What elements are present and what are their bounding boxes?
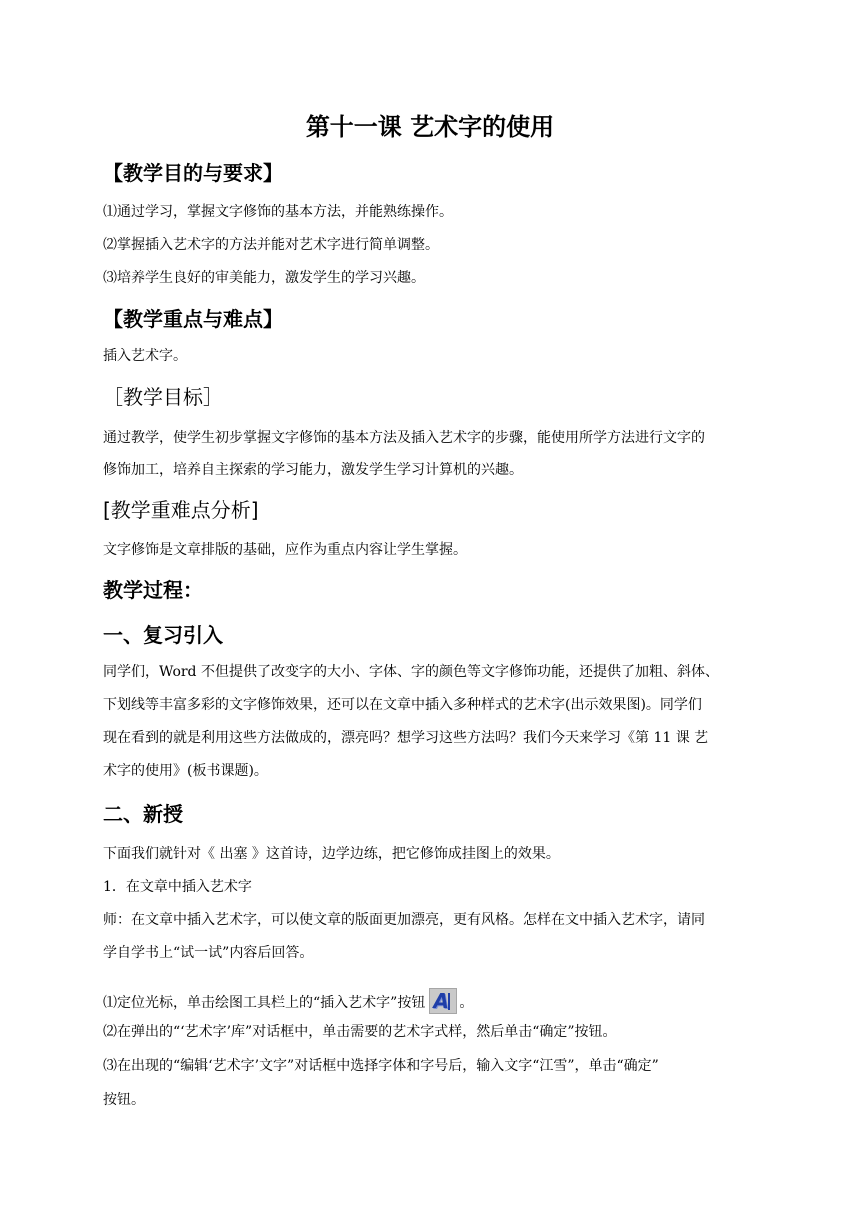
- wordart-insert-icon: A: [429, 988, 457, 1014]
- goal-item-2: ⑵掌握插入艺术字的方法并能对艺术字进行简单调整。: [103, 237, 439, 253]
- step1-title: 1．在文章中插入艺术字: [103, 879, 252, 895]
- goal-item-1: ⑴通过学习，掌握文字修饰的基本方法，并能熟练操作。: [103, 204, 453, 220]
- step-b: ⑵在弹出的“‘艺术字’库”对话框中，单击需要的艺术字式样，然后单击“确定”按钮。: [103, 1024, 617, 1040]
- step-a: [103, 988, 763, 1014]
- review-line-4: 术字的使用》(板书课题)。: [103, 763, 268, 779]
- key-points-heading: 【教学重点与难点】: [103, 307, 283, 331]
- goals-heading: 【教学目的与要求】: [103, 161, 283, 185]
- process-heading: 教学过程：: [103, 578, 203, 602]
- review-line-3: 现在看到的就是利用这些方法做成的，漂亮吗？想学习这些方法吗？我们今天来学习《第 11 课 艺: [103, 730, 709, 746]
- step-c-line-2: 按钮。: [103, 1092, 145, 1108]
- new-heading: 二、新授: [103, 802, 183, 826]
- review-line-2: 下划线等丰富多彩的文字修饰效果，还可以在文章中插入多种样式的艺术字(出示效果图)。同学们: [103, 697, 702, 713]
- key-points-text: 插入艺术字。: [103, 348, 187, 364]
- review-line-1: 同学们，Word 不但提供了改变字的大小、字体、字的颜色等文字修饰功能，还提供了加粗、斜体、: [103, 664, 719, 680]
- teacher-line-1: 师：在文章中插入艺术字，可以使文章的版面更加漂亮，更有风格。怎样在文中插入艺术字，请同: [103, 912, 705, 928]
- objective-line-1: 通过教学，使学生初步掌握文字修饰的基本方法及插入艺术字的步骤，能使用所学方法进行文字的: [103, 430, 705, 446]
- step-a-end: 。: [459, 995, 474, 1011]
- objective-heading: ［教学目标］: [103, 385, 223, 409]
- new-intro: 下面我们就针对《 出塞 》这首诗，边学边练，把它修饰成挂图上的效果。: [103, 846, 560, 862]
- analysis-text: 文字修饰是文章排版的基础，应作为重点内容让学生掌握。: [103, 542, 467, 558]
- teacher-line-2: 学自学书上“试一试”内容后回答。: [103, 945, 314, 961]
- document-title: 第十一课 艺术字的使用: [305, 113, 555, 141]
- review-heading: 一、复习引入: [103, 623, 223, 647]
- step-a-text: ⑴定位光标，单击绘图工具栏上的“插入艺术字”按钮: [103, 995, 426, 1011]
- objective-line-2: 修饰加工，培养自主探索的学习能力，激发学生学习计算机的兴趣。: [103, 462, 523, 478]
- analysis-heading: [教学重难点分析]: [103, 498, 259, 522]
- goal-item-3: ⑶培养学生良好的审美能力，激发学生的学习兴趣。: [103, 270, 425, 286]
- step-c-line-1: ⑶在出现的“编辑‘艺术字’文字”对话框中选择字体和字号后，输入文字“江雪”，单击“确定”: [103, 1058, 659, 1074]
